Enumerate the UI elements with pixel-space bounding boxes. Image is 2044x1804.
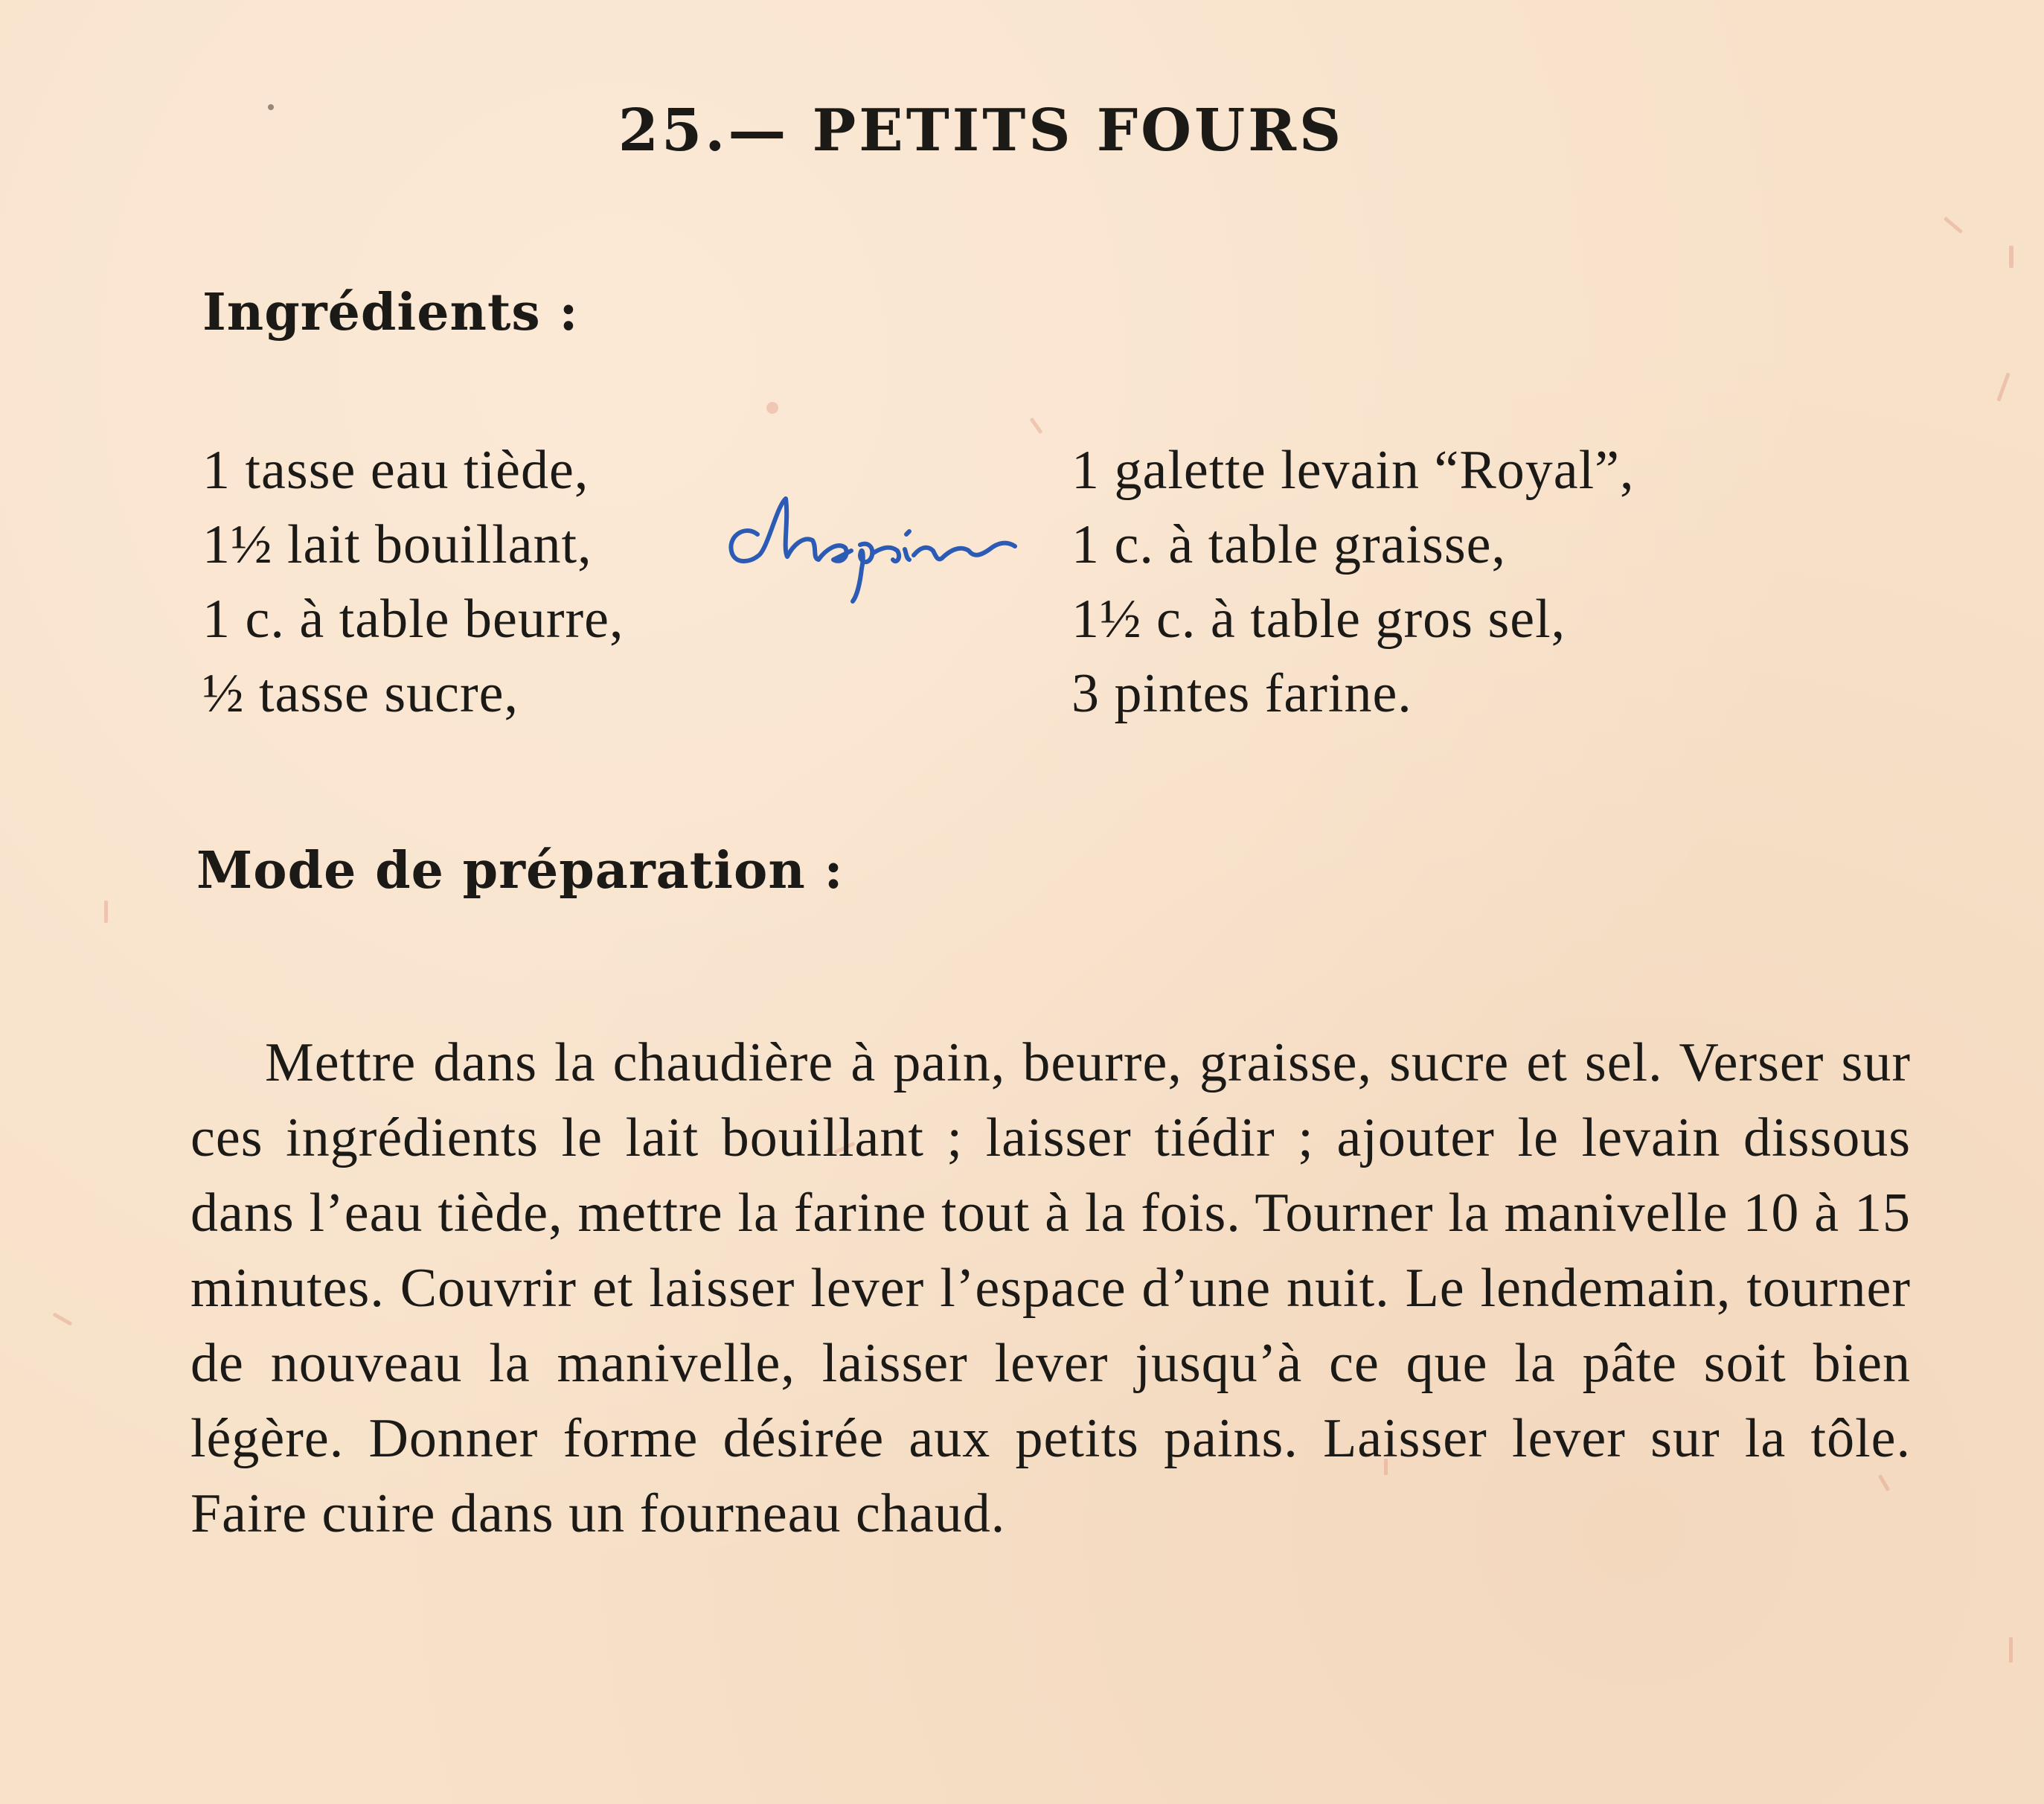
ingredient-item: 1 galette levain “Royal”,: [1071, 440, 1635, 501]
ingredients-left-column: [202, 433, 624, 731]
method-heading: Mode de préparation :: [196, 841, 844, 901]
handwritten-note: [714, 476, 1027, 610]
paper-fleck: [2009, 246, 2013, 268]
ingredients-heading: Ingrédients :: [202, 283, 579, 342]
ingredient-item: ½ tasse sucre,: [202, 663, 519, 724]
paper-fleck: [104, 901, 108, 923]
paper-fleck: [1030, 418, 1043, 435]
ingredient-item: 1½ c. à table gros sel,: [1071, 589, 1566, 650]
ingredients-right-column: [1071, 433, 1634, 731]
ingredient-item: 1 tasse eau tiède,: [202, 440, 589, 501]
page-title: 25.— PETITS FOURS: [618, 97, 1345, 164]
ingredient-item: 1 c. à table graisse,: [1071, 514, 1506, 575]
paper-fleck: [1996, 372, 2010, 401]
paper-fleck: [2009, 1637, 2013, 1663]
ingredient-item: 3 pintes farine.: [1071, 663, 1412, 724]
method-paragraph: Mettre dans la chaudière à pain, beurre, graisse, sucre et sel. Verser sur ces ingrédients le lait bouillant ; laisser tiédir ; ajouter le levain dissous dans l’eau tiède, mettre la farine tout à la fois. Tourner la manivelle 10 à 15 minutes. Couvrir et laisser lever l’espace d’une nuit. Le lendemain, tourner de nouveau la manivelle, laisser lever jusqu’à ce que la pâte soit bien légère. Donner forme désirée aux petits pains. Laisser lever sur la tôle. Faire cuire dans un fourneau chaud.: [190, 1032, 1911, 1544]
paper-fleck: [1944, 217, 1963, 234]
paper-fleck: [53, 1312, 73, 1325]
ingredient-item: 1½ lait bouillant,: [202, 514, 592, 575]
paper-fleck: [766, 402, 778, 414]
ingredient-item: 1 c. à table beurre,: [202, 589, 624, 650]
